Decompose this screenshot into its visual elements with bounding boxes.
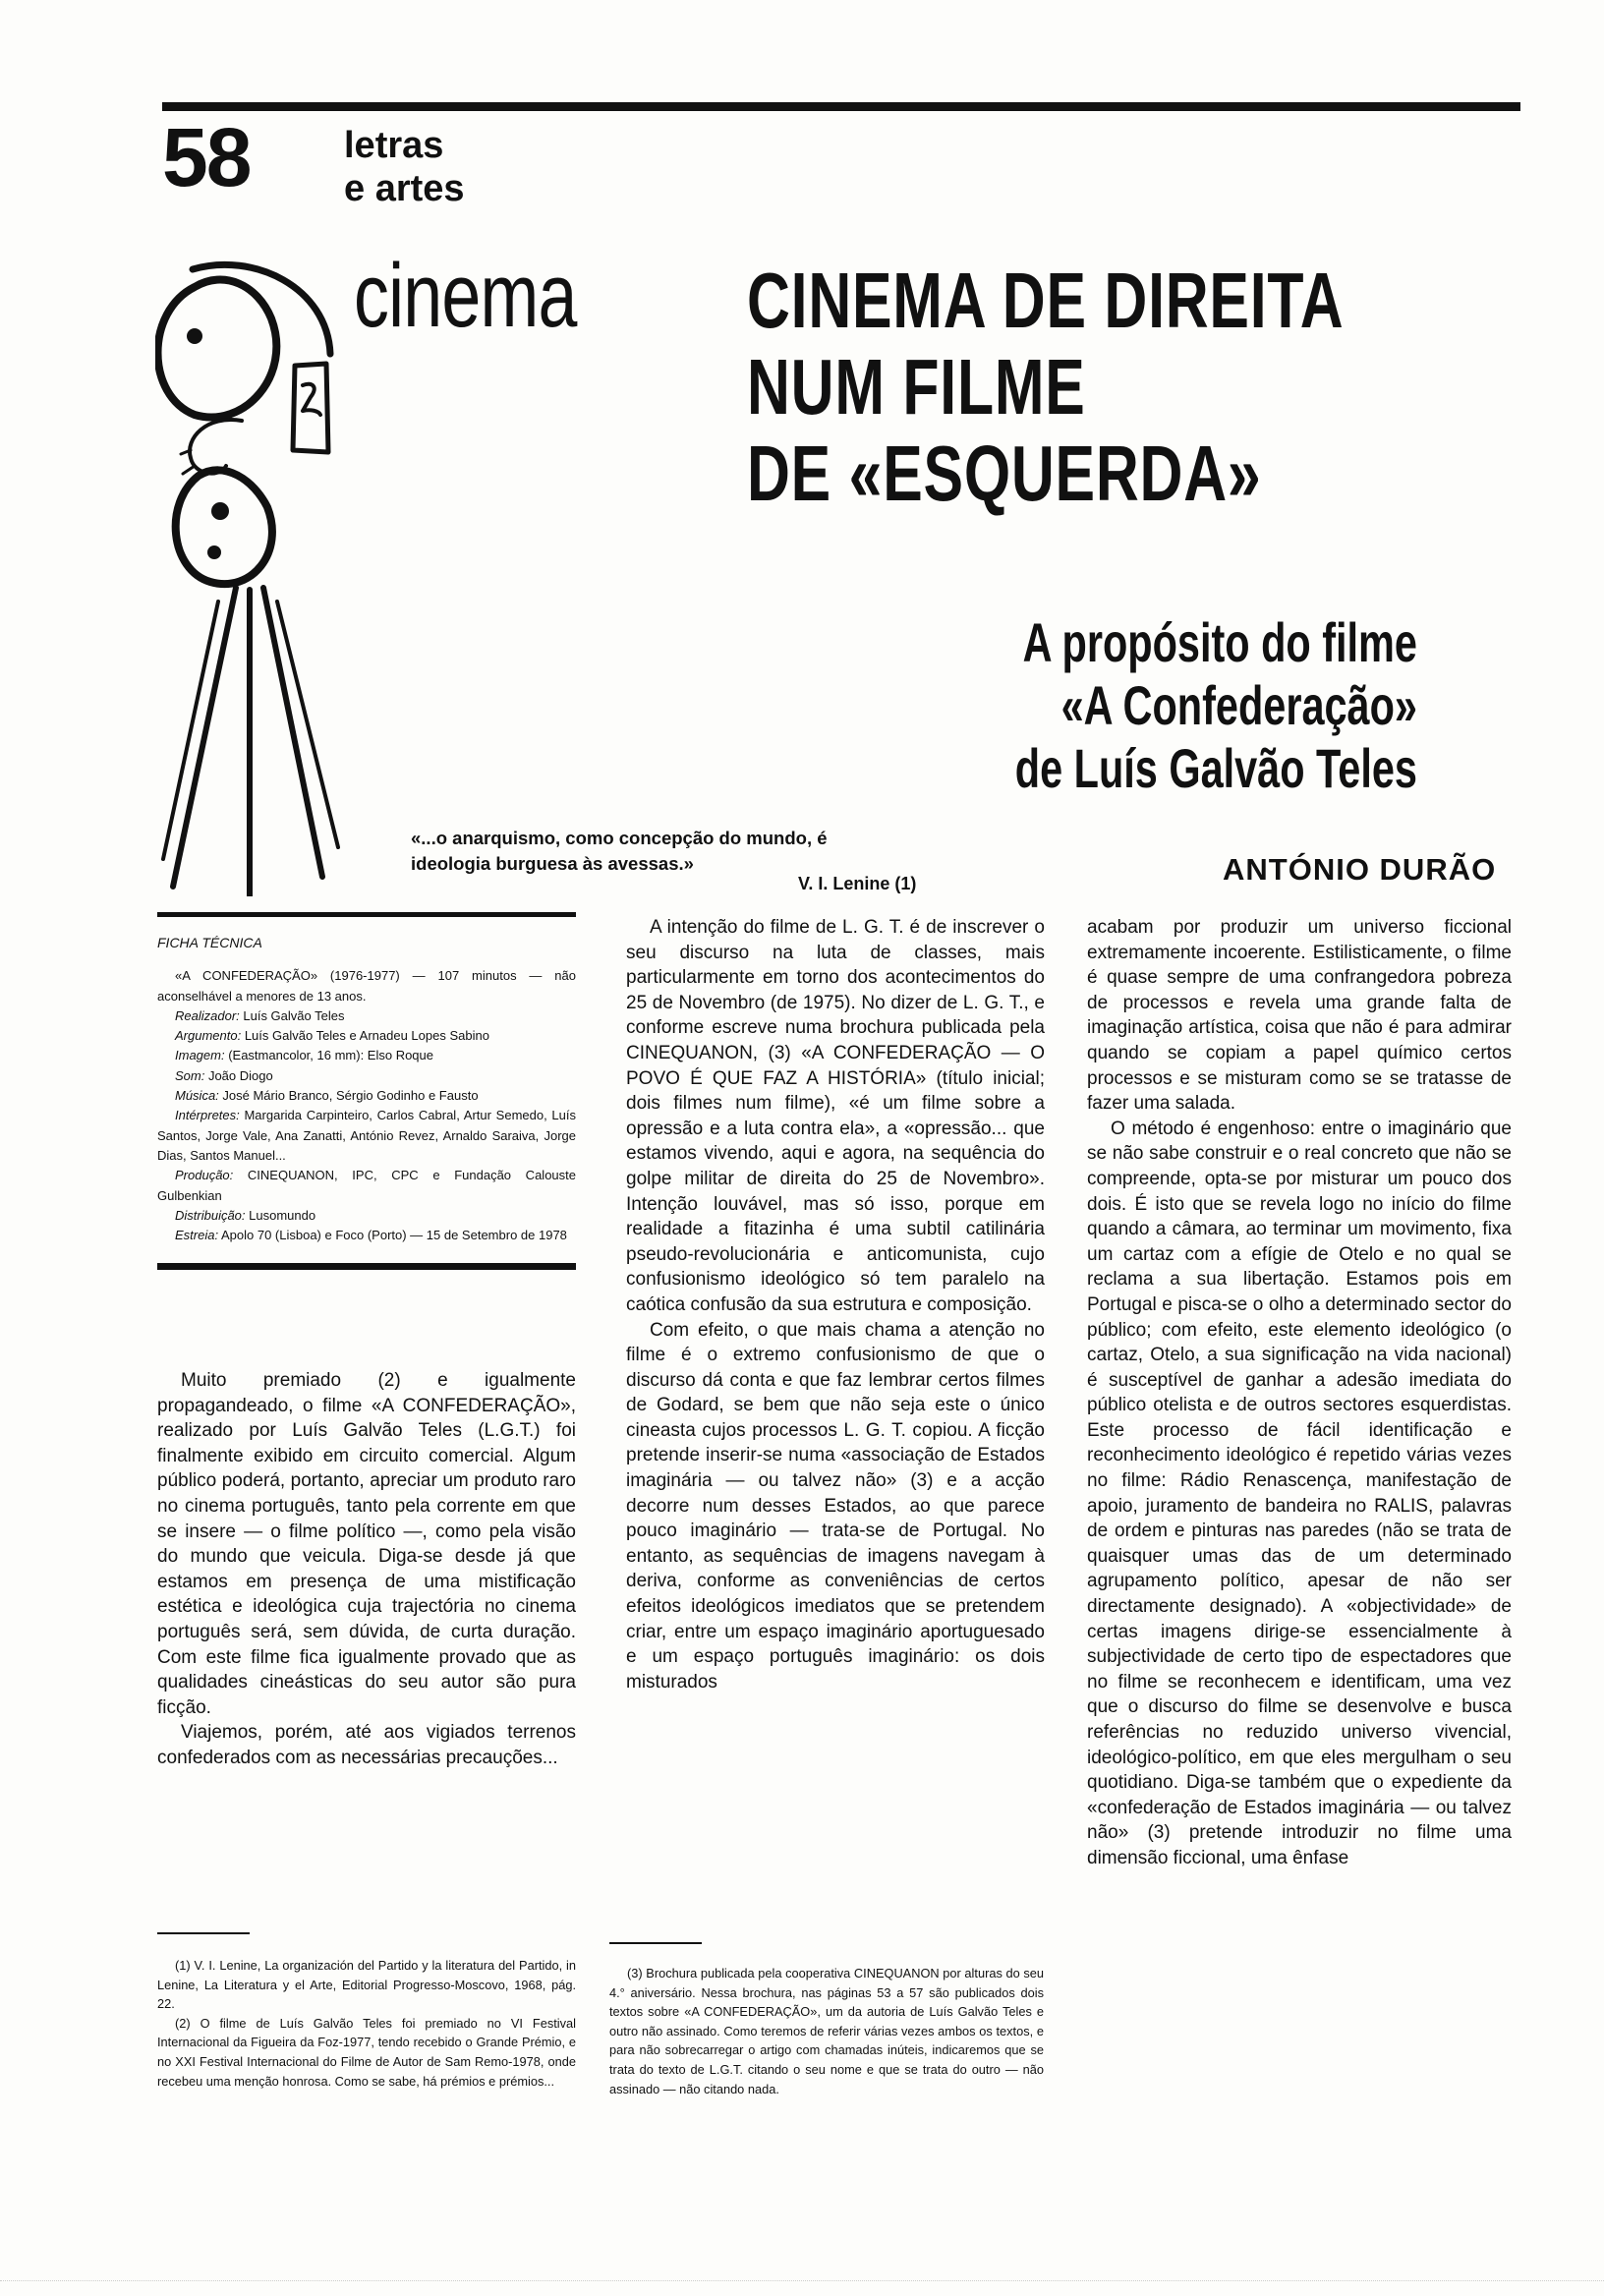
technical-sheet-value: Margarida Carpinteiro, Carlos Cabral, Artur Semedo, Luís Santos, Jorge Vale, Ana Zanatti, António Revez, Arnaldo Saraiva, Jorge Dias, Santos Manuel... [157, 1108, 576, 1163]
technical-sheet-label: Intérpretes: [175, 1108, 240, 1123]
body-paragraph: Muito premiado (2) e igualmente propagandeado, o filme «A CONFEDERAÇÃO», realizado por Luís Galvão Teles (L.G.T.) foi finalmente exibido em circuito comercial. Algum público poderá, portanto, apreciar um produto raro no cinema português, tanto pela corrente em que se insere — o filme político —, como pela visão do mundo que veicula. Diga-se desde já que estamos em presença de uma mistificação estética e ideológica cuja trajectória no cinema português será, sem dúvida, de curta duração. Com este filme fica igualmente provado que as qualidades cineásticas do seu autor são pura ficção. [157, 1370, 576, 1718]
technical-sheet-label: Estreia: [175, 1228, 219, 1243]
body-paragraph: O método é engenhoso: entre o imaginário que se não sabe construir e o real concreto que não se compreende, opta-se por misturar um pouco dos dois. É isto que se revela logo no início do filme quando a câmara, ao terminar um movimento, fixa um cartaz com a efígie de Otelo e no qual se reclama a sua libertação. Estamos pois em Portugal e pisca-se o olho a determinado sector do público; com efeito, este elemento ideológico (o cartaz, Otelo, a sua significação na vida nacional) é susceptível de ganhar a adesão imediata do público otelista e de outros sectores esquerdistas. Este processo de fácil identificação e reconhecimento ideológico é repetido várias vezes no filme: Rádio Renascença, manifestação de apoio, juramento de bandeira no RALIS, palavras de ordem e pinturas nas paredes (não se trata de quaisquer umas das de um determinado agrupamento político, apesar de não ser directamente designado). A «objectividade» de certas imagens dirige-se essencialmente à subjectividade de certo tipo de espectadores que no filme se reconhecem e identificam, uma vez que o discurso do filme se desenvolve e busca referências no reduzido universo vivencial, ideológico-político, em que eles mergulham o seu quotidiano. Diga-se também que o expediente da «confederação de Estados imaginária — ou talvez não» (3) pretende introduzir no filme uma dimensão ficcional, uma ênfase [1087, 1118, 1512, 1868]
technical-sheet-value: Luís Galvão Teles [239, 1007, 345, 1023]
body-column-right [1087, 915, 1512, 1871]
body-paragraph: A intenção do filme de L. G. T. é de inscrever o seu discurso na luta de classes, mais particularmente em torno dos acontecimentos do 25 de Novembro (de 1975). No dizer de L. G. T., e conforme escreve numa brochura publicada pela CINEQUANON, (3) «A CONFEDERAÇÃO — O POVO É QUE FAZ A HISTÓRIA» (título inicial; dois filmes num filme), «é um filme sobre a opressão e a luta contra ela», a «opressão... que estamos vivendo, aqui e agora, na sequência do golpe militar de direita do 25 de Novembro». Intenção louvável, mas só isso, porque em realidade a fitazinha é uma subtil catilinária pseudo-revolucionária e anticomunista, cujo confusionismo ideológico só tem paralelo na caótica confusão da sua estrutura e composição. [626, 917, 1045, 1315]
technical-sheet-value: Apolo 70 (Lisboa) e Foco (Porto) — 15 de Setembro de 1978 [218, 1228, 567, 1243]
epigraph-author: V. I. Lenine (1) [798, 874, 917, 893]
technical-sheet-line [157, 1226, 576, 1245]
technical-sheet-label: Produção: [175, 1168, 234, 1183]
technical-sheet-line [157, 1106, 576, 1166]
rubric-cinema: cinema [354, 246, 577, 346]
technical-sheet-title: FICHA TÉCNICA [157, 935, 262, 950]
technical-sheet-label: Argumento: [175, 1028, 242, 1044]
section-title-line1: letras [344, 125, 444, 166]
technical-sheet-value: Luís Galvão Teles e Arnadeu Lopes Sabino [241, 1028, 489, 1044]
technical-sheet-intro: «A CONFEDERAÇÃO» (1976-1977) — 107 minutos — não aconselhável a menores de 13 anos. [157, 968, 576, 1004]
technical-sheet-label: Música: [175, 1088, 219, 1104]
footnote-divider [157, 1932, 250, 1934]
technical-sheet-value: João Diogo [204, 1067, 273, 1083]
headline-line1: CINEMA DE DIREITA [747, 257, 1345, 344]
technical-sheet-value: (Eastmancolor, 16 mm): Elso Roque [224, 1048, 433, 1063]
epigraph-line2: ideologia burguesa às avessas.» [411, 853, 694, 874]
epigraph-line1: «...o anarquismo, como concepção do mundo, é [411, 828, 828, 848]
technical-sheet-value: Lusomundo [245, 1207, 316, 1223]
section-title [344, 124, 465, 210]
footnote-2: (2) O filme de Luís Galvão Teles foi premiado no VI Festival Internacional da Figueira da Foz-1977, tendo recebido o Grande Prémio, e no XXI Festival Internacional do Filme de Autor de Sam Remo-1978, onde recebeu uma menção honrosa. Como se sabe, há prémios e prémios... [157, 2015, 576, 2089]
page-number: 58 [162, 111, 251, 203]
article-headline [747, 258, 1344, 517]
body-paragraph: Viajemos, porém, até aos vigiados terrenos confederados com as necessárias precauções... [157, 1722, 576, 1768]
technical-sheet [157, 912, 576, 1270]
author-byline: ANTÓNIO DURÃO [1223, 852, 1497, 887]
subtitle-line2: «A Confederação» [1060, 674, 1417, 736]
section-title-line2: e artes [344, 168, 465, 209]
technical-sheet-line [157, 1006, 576, 1026]
technical-sheet-value: José Mário Branco, Sérgio Godinho e Fausto [218, 1088, 479, 1104]
technical-sheet-label: Distribuição: [175, 1207, 246, 1223]
technical-sheet-value: CINEQUANON, IPC, CPC e Fundação Calouste Gulbenkian [157, 1168, 576, 1203]
body-column-middle [626, 915, 1045, 1694]
article-subtitle [1015, 611, 1417, 800]
footnote-3: (3) Brochura publicada pela cooperativa CINEQUANON por alturas do seu 4.° aniversário. Nessa brochura, nas páginas 53 a 57 são publicados dois textos sobre «A CONFEDERAÇÃO», um da autoria de Luís Galvão Teles e outro não assinado. Como teremos de referir várias vezes ambos os textos, e para não sobrecarregar o artigo com chamadas inúteis, indicaremos que se trata do texto de L.G.T. citando o seu nome e que se trata do outro — não assinado — não citando nada. [609, 1966, 1044, 2096]
body-column-left [157, 1368, 576, 1771]
headline-line3: DE «ESQUERDA» [747, 430, 1262, 517]
body-paragraph: Com efeito, o que mais chama a atenção no filme é o extremo confusionismo de que o discurso dá conta e que faz lembrar certos filmes de Godard, se bem que não seja este o único cineasta cujos processos L. G. T. copiou. A ficção pretende inserir-se numa «associação de Estados imaginária — ou talvez não» (3) e a acção decorre num desses Estados, ao que parece pouco imaginário — trata-se de Portugal. No entanto, as sequências de imagens navegam à deriva, conforme as conveniências de certos efeitos ideológicos imediatos que se pretendem criar, entre um espaço imaginário aportuguesado e um espaço português imaginário: os dois misturados [626, 1319, 1045, 1693]
footnote-1: (1) V. I. Lenine, La organización del Partido y la literatura del Partido, in Lenine, La Literatura y el Arte, Editorial Progresso-Moscovo, 1968, pág. 22. [157, 1958, 576, 2012]
footnote-divider [609, 1942, 702, 1944]
technical-sheet-line [157, 1166, 576, 1206]
body-paragraph: acabam por produzir um universo ficcional extremamente incoerente. Estilisticamente, o filme é quase sempre de uma confrangedora pobreza de processos e revela uma grande falta de imaginação artística, coisa que não é para admirar quando se copiam a papel químico certos processos e se misturam como se se tratasse de fazer uma salada. [1087, 917, 1512, 1115]
technical-sheet-line [157, 1066, 576, 1086]
technical-sheet-line [157, 1046, 576, 1065]
technical-sheet-label: Som: [175, 1067, 205, 1083]
film-camera-illustration [155, 258, 391, 896]
footnotes-left [157, 1956, 576, 2091]
header-rule [162, 102, 1520, 111]
technical-sheet-line [157, 1206, 576, 1226]
scan-edge [0, 2280, 1604, 2283]
footnotes-middle [609, 1964, 1044, 2098]
subtitle-line3: de Luís Galvão Teles [1014, 737, 1417, 799]
epigraph-quote [411, 826, 961, 877]
technical-sheet-line [157, 1086, 576, 1106]
headline-line2: NUM FILME [747, 343, 1086, 430]
technical-sheet-label: Realizador: [175, 1007, 240, 1023]
technical-sheet-label: Imagem: [175, 1048, 225, 1063]
subtitle-line1: A propósito do filme [1022, 611, 1417, 673]
technical-sheet-line [157, 1026, 576, 1046]
